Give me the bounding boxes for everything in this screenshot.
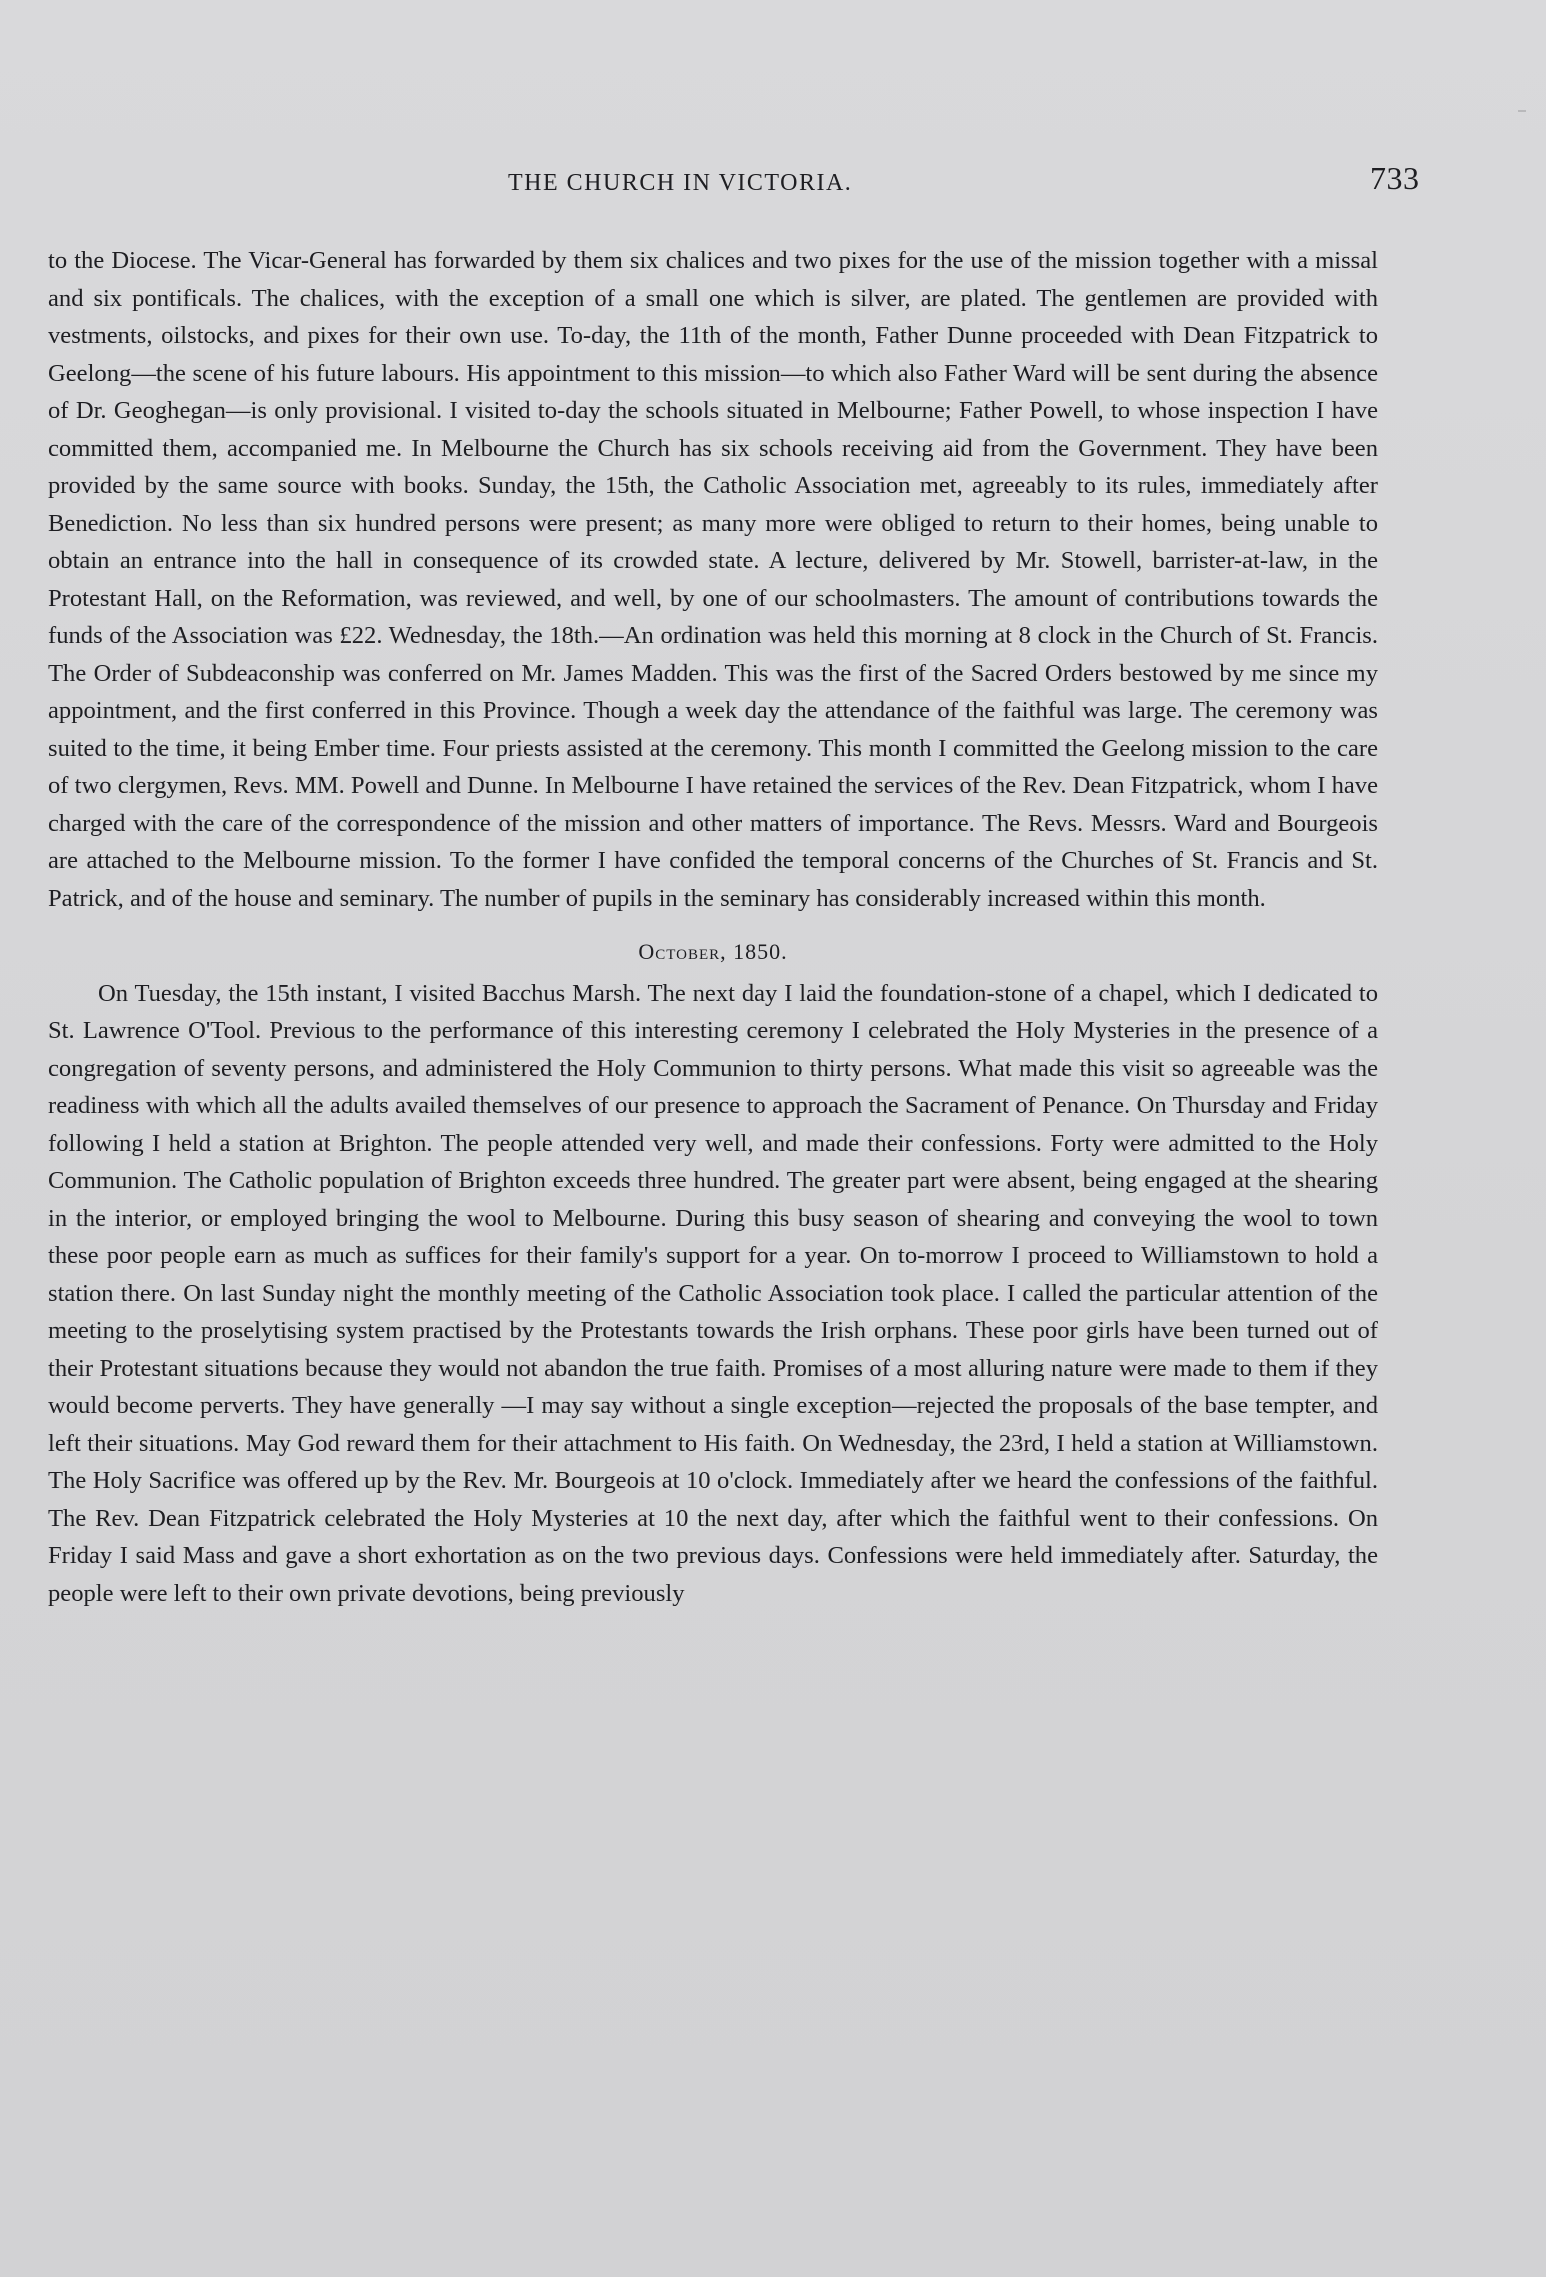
paragraph-continued: to the Diocese. The Vicar-General has forwarded by them six chalices and two pixes for the use of the mission together with a missal and six pontificals. The chalices, with the exception of a small one which is silver, are plated. The gentlemen are provided with vestments, oilstocks, and pixes for their own use. To-day, the 11th of the month, Father Dunne proceeded with Dean Fitzpatrick to Geelong—the scene of his future labours. His appointment to this mission—to which also Father Ward will be sent during the absence of Dr. Geoghegan—is only provisional. I visited to-day the schools situated in Melbourne; Father Powell, to whose inspection I have committed them, accompanied me. In Melbourne the Church has six schools receiving aid from the Government. They have been provided by the same source with books. Sunday, the 15th, the Catholic Association met, agreeably to its rules, immediately after Benediction. No less than six hundred persons were present; as many more were obliged to return to their homes, being unable to obtain an entrance into the hall in consequence of its crowded state. A lecture, delivered by Mr. Stowell, barrister-at-law, in the Protestant Hall, on the Reformation, was reviewed, and well, by one of our schoolmasters. The amount of contributions towards the funds of the Association was £22. Wednesday, the 18th.—An ordination was held this morning at 8 clock in the Church of St. Francis. The Order of Subdeaconship was conferred on Mr. James Madden. This was the first of the Sacred Orders bestowed by me since my appointment, and the first conferred in this Province. Though a week day the attendance of the faithful was large. The ceremony was suited to the time, it being Ember time. Four priests assisted at the ceremony. This month I committed the Geelong mission to the care of two clergymen, Revs. MM. Powell and Dunne. In Melbourne I have retained the services of the Rev. Dean Fitzpatrick, whom I have charged with the care of the correspondence of the mission and other matters of importance. The Revs. Messrs. Ward and Bourgeois are attached to the Melbourne mission. To the former I have confided the temporal concerns of the Churches of St. Francis and St. Patrick, and of the house and seminary. The number of pupils in the seminary has considerably increased within this month. [48,247,1378,912]
page-edge-mark [1518,110,1526,112]
running-header [48,160,1420,204]
paragraph-october: On Tuesday, the 15th instant, I visited Bacchus Marsh. The next day I laid the foundation-stone of a chapel, which I dedicated to St. Lawrence O'Tool. Previous to the performance of this interesting ceremony I celebrated the Holy Mysteries in the presence of a congregation of seventy persons, and administered the Holy Communion to thirty persons. What made this visit so agreeable was the readiness with which all the adults availed themselves of our presence to approach the Sacrament of Penance. On Thursday and Friday following I held a station at Brighton. The people attended very well, and made their confessions. Forty were admitted to the Holy Communion. The Catholic population of Brighton exceeds three hundred. The greater part were absent, being engaged at the shearing in the interior, or employed bringing the wool to Melbourne. During this busy season of shearing and conveying the wool to town these poor people earn as much as suffices for their family's support for a year. On to-morrow I proceed to Williamstown to hold a station there. On last Sunday night the monthly meeting of the Catholic Association took place. I called the particular attention of the meeting to the proselytising system practised by the Protestants towards the Irish orphans. These poor girls have been turned out of their Protestant situations because they would not abandon the true faith. Promises of a most alluring nature were made to them if they would become perverts. They have generally —I may say without a single exception—rejected the proposals of the base tempter, and left their situations. May God reward them for their attachment to His faith. On Wednesday, the 23rd, I held a station at Williamstown. The Holy Sacrifice was offered up by the Rev. Mr. Bourgeois at 10 o'clock. Immediately after we heard the confessions of the faithful. The Rev. Dean Fitzpatrick celebrated the Holy Mysteries at 10 the next day, after which the faithful went to their confessions. On Friday I said Mass and gave a short exhortation as on the two previous days. Confessions were held immediately after. Saturday, the people were left to their own private devotions, being previously [48,979,1378,1607]
section-heading: October, 1850. [638,939,788,964]
page-number: 733 [1370,160,1420,196]
running-title: THE CHURCH IN VICTORIA. [508,170,853,196]
body-text [48,242,1378,1612]
